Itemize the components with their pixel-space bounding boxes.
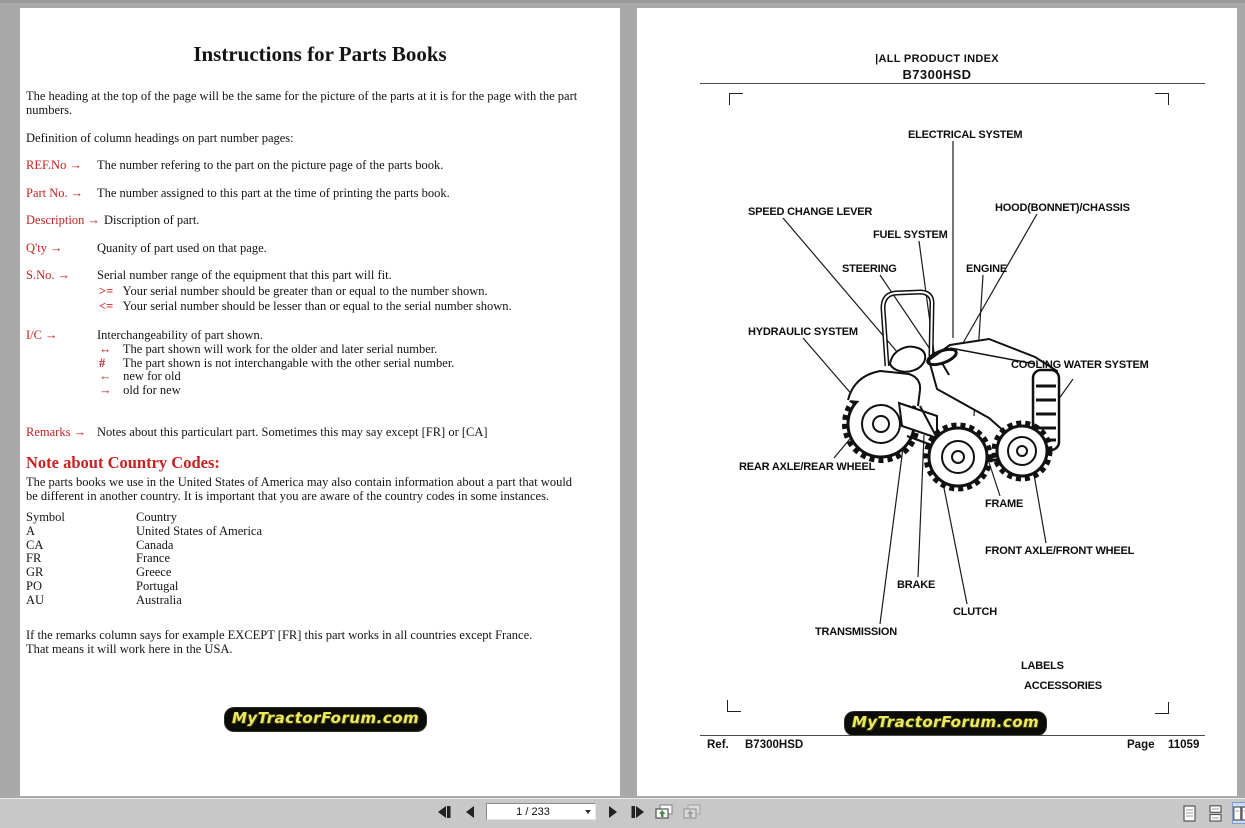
- diagram-label-fuel-system: FUEL SYSTEM: [873, 229, 948, 241]
- country-header: Country: [136, 510, 177, 524]
- page-label: Page: [1127, 739, 1155, 751]
- diagram-label-electrical-system: ELECTRICAL SYSTEM: [908, 129, 1023, 141]
- table-row: FR France: [26, 551, 171, 566]
- document-page-right: [637, 8, 1237, 796]
- definition-subrow: [99, 369, 181, 384]
- definition-text: The number assigned to this part at the time of printing the parts book.: [97, 186, 450, 200]
- definition-term: I/C: [26, 328, 42, 342]
- page-layout-group: [1180, 802, 1245, 824]
- product-index-heading: |ALL PRODUCT INDEX: [875, 53, 999, 65]
- diagram-label-labels: LABELS: [1021, 660, 1064, 672]
- definition-term: S.No.: [26, 268, 55, 282]
- diagram-label-cooling-water-system: COOLING WATER SYSTEM: [1011, 359, 1149, 371]
- less-equal-symbol: <=: [99, 299, 114, 313]
- page-number-combobox[interactable]: [486, 803, 596, 820]
- diagram-label-steering: STEERING: [842, 263, 897, 275]
- diagram-label-engine: ENGINE: [966, 263, 1007, 275]
- continuous-view-button[interactable]: [1206, 802, 1225, 824]
- definition-row: [26, 425, 488, 440]
- table-row: AU Australia: [26, 592, 182, 607]
- previous-page-button[interactable]: [461, 804, 478, 819]
- diagram-label-hydraulic-system: HYDRAULIC SYSTEM: [748, 326, 858, 338]
- watermark-logo: MyTractorForum.com: [225, 708, 426, 731]
- table-row: GR Greece: [26, 565, 172, 580]
- definition-text: Discription of part.: [103, 213, 200, 227]
- definition-text: Serial number range of the equipment that this part will fit.: [97, 268, 392, 282]
- definition-subrow: [99, 342, 437, 357]
- tractor-illustration: [637, 8, 1237, 796]
- footer-note-line1: If the remarks column says for example EXCEPT [FR] this part works in all countries except France.: [26, 628, 533, 642]
- footer-note-line2: That means it will work here in the USA.: [26, 642, 233, 656]
- definition-term: Description: [26, 213, 85, 227]
- definition-term: Remarks: [26, 425, 71, 439]
- arrow-left-icon: ←: [99, 369, 112, 383]
- footer-rule: [700, 735, 1205, 736]
- definition-subtext: old for new: [123, 383, 181, 397]
- facing-pages-view-button[interactable]: [1232, 802, 1245, 824]
- definition-row: [26, 241, 267, 256]
- definition-subtext: The part shown will work for the older and later serial number.: [122, 342, 438, 356]
- chevron-down-icon: [585, 810, 591, 814]
- definition-row: [26, 186, 450, 201]
- definition-subrow: [99, 383, 181, 398]
- arrow-right-icon: →: [99, 383, 112, 397]
- definition-subrow: [99, 299, 512, 314]
- diagram-label-transmission: TRANSMISSION: [815, 626, 897, 638]
- diagram-label-speed-change-lever: SPEED CHANGE LEVER: [748, 206, 873, 218]
- arrow-right-icon: →: [69, 158, 82, 172]
- ref-value: B7300HSD: [745, 739, 804, 751]
- next-view-button[interactable]: [682, 804, 702, 819]
- watermark-logo: MyTractorForum.com: [845, 712, 1046, 735]
- definition-text: Interchangeability of part shown.: [97, 328, 263, 342]
- definition-row: [26, 213, 199, 228]
- first-page-button[interactable]: [436, 804, 453, 819]
- definition-term: Q'ty: [26, 241, 48, 255]
- single-page-view-button[interactable]: [1180, 802, 1199, 824]
- model-heading: B7300HSD: [902, 67, 972, 82]
- page-indicator: 1 / 233: [516, 805, 550, 818]
- arrow-right-icon: →: [70, 186, 84, 200]
- table-row: CA Canada: [26, 537, 174, 552]
- definition-subtext: The part shown is not interchangable with the other serial number.: [122, 356, 455, 370]
- table-header-row: [26, 511, 262, 525]
- country-codes-paragraph: The parts books we use in the United States of America may also contain information about a part that would be different in another country. It is important that you are aware of the country codes in some instances.: [26, 475, 573, 503]
- diagram-label-front-axle-front-wheel: FRONT AXLE/FRONT WHEEL: [985, 545, 1135, 557]
- arrow-both-icon: ↔: [99, 342, 112, 356]
- arrow-right-icon: →: [44, 328, 58, 342]
- table-row: A United States of America: [26, 523, 263, 538]
- diagram-label-brake: BRAKE: [897, 579, 936, 591]
- diagram-label-frame: FRAME: [985, 498, 1024, 510]
- definition-subtext: new for old: [123, 369, 181, 383]
- definition-row: [26, 268, 392, 283]
- diagram-label-hood-bonnet-chassis: HOOD(BONNET)/CHASSIS: [995, 202, 1130, 214]
- definition-subtext: Your serial number should be lesser than or equal to the serial number shown.: [122, 299, 512, 313]
- greater-equal-symbol: >=: [99, 284, 114, 298]
- arrow-right-icon: →: [73, 425, 86, 439]
- definition-subtext: Your serial number should be greater than or equal to the number shown.: [122, 284, 488, 298]
- viewer-toolbar: [0, 798, 1245, 828]
- definition-row: [26, 158, 444, 173]
- definition-subrow: [99, 284, 488, 299]
- definition-text: Notes about this particulart part. Sometimes this may say except [FR] or [CA]: [97, 425, 488, 439]
- diagram-label-clutch: CLUTCH: [953, 606, 998, 618]
- definition-row: [26, 328, 263, 343]
- diagram-label-accessories: ACCESSORIES: [1024, 680, 1102, 692]
- country-codes-table: [26, 511, 262, 608]
- tractor-sketch: [845, 292, 1059, 489]
- definition-text: The number refering to the part on the picture page of the parts book.: [97, 158, 444, 172]
- hash-symbol: #: [99, 356, 106, 370]
- last-page-button[interactable]: [629, 804, 646, 819]
- diagram-label-rear-axle-rear-wheel: REAR AXLE/REAR WHEEL: [739, 461, 876, 473]
- arrow-right-icon: →: [57, 268, 70, 282]
- table-row: PO Portugal: [26, 578, 179, 593]
- definition-text: Quanity of part used on that page.: [97, 241, 267, 255]
- definition-term: Part No.: [26, 186, 68, 200]
- ref-label: Ref.: [707, 739, 729, 751]
- definition-term: REF.No: [26, 158, 67, 172]
- next-page-button[interactable]: [604, 804, 621, 819]
- page-navigation-group: [436, 803, 702, 820]
- symbol-header: Symbol: [26, 510, 65, 524]
- document-page-left: [20, 8, 620, 796]
- definitions-heading: Definition of column headings on part number pages:: [26, 131, 294, 145]
- page-value: 11059: [1168, 739, 1200, 751]
- intro-paragraph: The heading at the top of the page will be the same for the picture of the parts at it is for the page with the part numbers.: [26, 89, 578, 117]
- arrow-right-icon: →: [87, 213, 100, 227]
- page-title: Instructions for Parts Books: [193, 42, 447, 66]
- previous-view-button[interactable]: [654, 804, 674, 819]
- arrow-right-icon: →: [50, 241, 63, 255]
- country-codes-heading: Note about Country Codes:: [26, 453, 220, 472]
